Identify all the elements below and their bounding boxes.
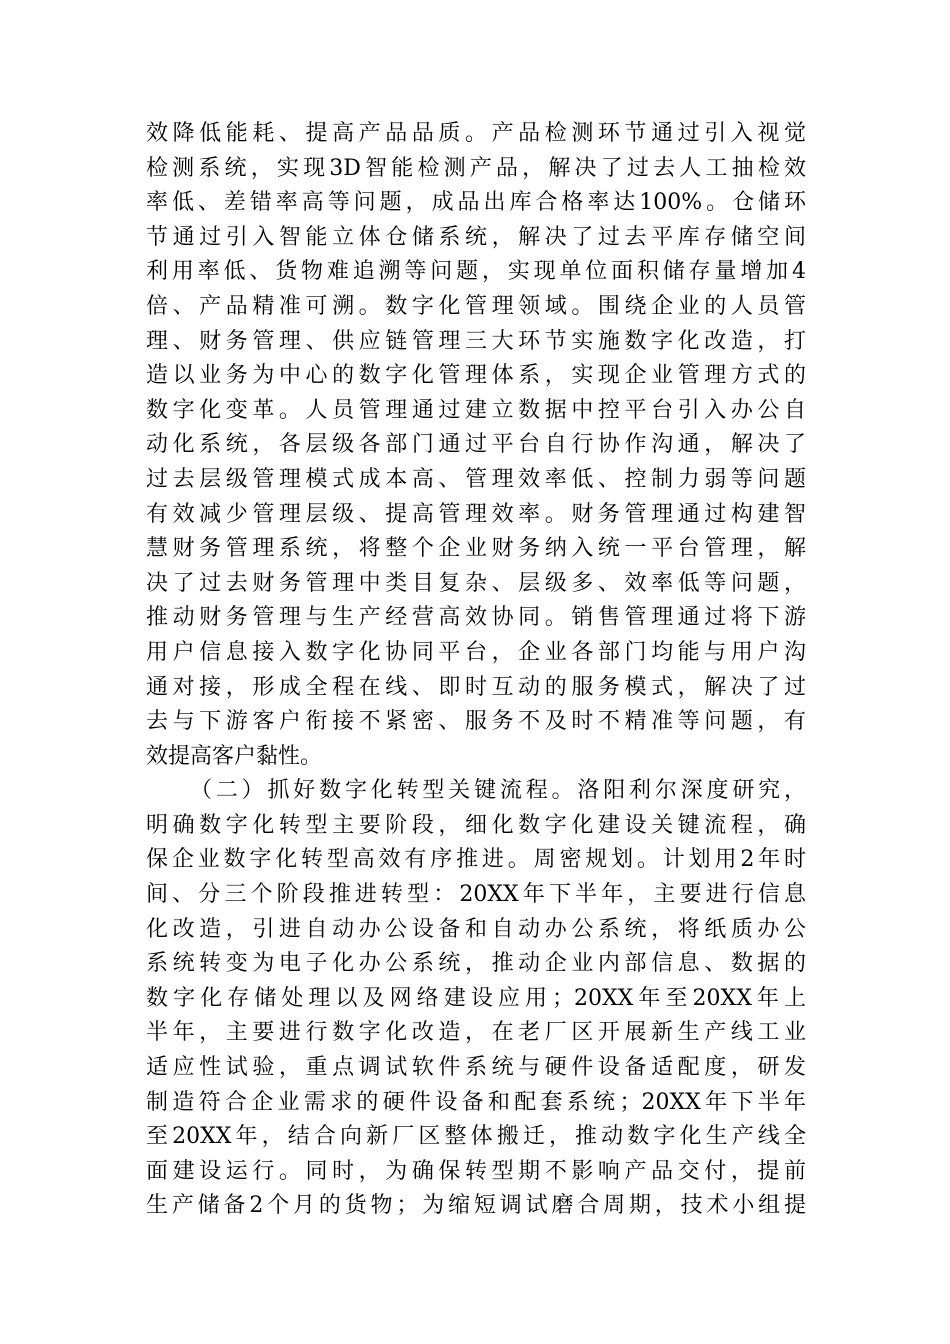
text-line: 用户信息接入数字化协同平台，企业各部门均能与用户沟: [146, 639, 806, 665]
text-line: 效提高客户黏性。: [146, 743, 323, 769]
text-line: 去与下游客户衔接不紧密、服务不及时不精准等问题，有: [146, 709, 806, 735]
text-line: 理、财务管理、供应链管理三大环节实施数字化改造，打: [146, 328, 806, 354]
text-line: 明确数字化转型主要阶段，细化数字化建设关键流程，确: [146, 812, 806, 838]
text-line: 数字化变革。人员管理通过建立数据中控平台引入办公自: [146, 397, 806, 423]
text-line: 面建设运行。同时，为确保转型期不影响产品交付，提前: [146, 1158, 806, 1184]
text-line: 造以业务为中心的数字化管理体系，实现企业管理方式的: [146, 363, 806, 389]
text-line: 检测系统，实现3D智能检测产品，解决了过去人工抽检效: [146, 155, 806, 181]
text-line: 生产储备2个月的货物；为缩短调试磨合周期，技术小组提: [146, 1193, 806, 1219]
text-line: 有效减少管理层级、提高管理效率。财务管理通过构建智: [146, 501, 806, 527]
text-line: 化改造，引进自动办公设备和自动办公系统，将纸质办公: [146, 916, 806, 942]
text-line: 数字化存储处理以及网络建设应用；20XX年至20XX年上: [146, 985, 806, 1011]
text-line: 率低、差错率高等问题，成品出库合格率达100%。仓储环: [146, 190, 806, 216]
paragraph-1: [146, 117, 806, 774]
text-line: 保企业数字化转型高效有序推进。周密规划。计划用2年时: [146, 847, 806, 873]
text-line: 系统转变为电子化办公系统，推动企业内部信息、数据的: [146, 951, 806, 977]
document-body: [146, 117, 806, 1224]
text-line: 通对接，形成全程在线、即时互动的服务模式，解决了过: [146, 674, 806, 700]
text-line: 慧财务管理系统，将整个企业财务纳入统一平台管理，解: [146, 536, 806, 562]
text-line: 过去层级管理模式成本高、管理效率低、控制力弱等问题: [146, 466, 806, 492]
text-line: 间、分三个阶段推进转型：20XX年下半年，主要进行信息: [146, 882, 806, 908]
text-line: 至20XX年，结合向新厂区整体搬迁，推动数字化生产线全: [146, 1124, 806, 1150]
text-line: 倍、产品精准可溯。数字化管理领域。围绕企业的人员管: [146, 293, 806, 319]
text-line: 制造符合企业需求的硬件设备和配套系统；20XX年下半年: [146, 1089, 806, 1115]
text-line: 推动财务管理与生产经营高效协同。销售管理通过将下游: [146, 605, 806, 631]
text-line: 半年，主要进行数字化改造，在老厂区开展新生产线工业: [146, 1020, 806, 1046]
text-line: 适应性试验，重点调试软件系统与硬件设备适配度，研发: [146, 1055, 806, 1081]
text-line: 效降低能耗、提高产品品质。产品检测环节通过引入视觉: [146, 121, 806, 146]
text-line: 节通过引入智能立体仓储系统，解决了过去平库存储空间: [146, 224, 806, 250]
paragraph-2: [146, 774, 806, 1224]
text-line: 动化系统，各层级各部门通过平台自行协作沟通，解决了: [146, 432, 806, 458]
text-line: 决了过去财务管理中类目复杂、层级多、效率低等问题，: [146, 570, 806, 596]
text-line: 利用率低、货物难追溯等问题，实现单位面积储存量增加4: [146, 259, 806, 285]
section-heading-line: （二）抓好数字化转型关键流程。洛阳利尔深度研究，: [190, 778, 806, 804]
